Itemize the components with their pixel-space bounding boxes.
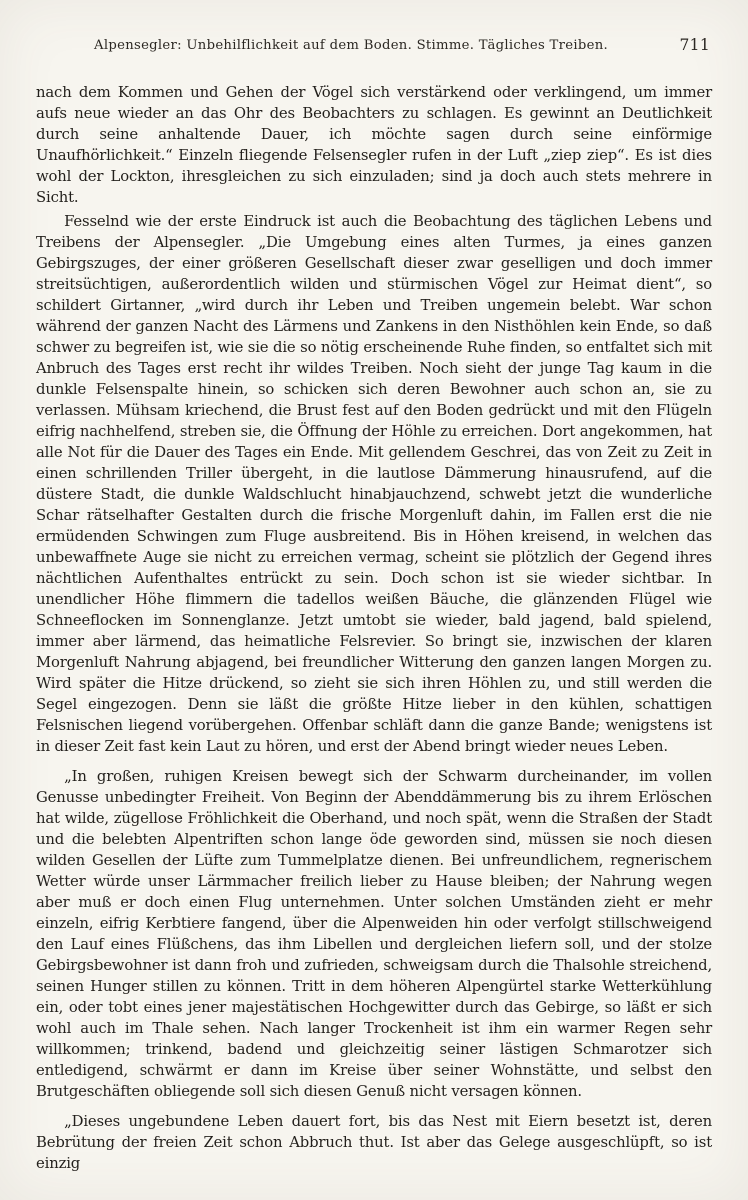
paragraph-evening-flight: „In großen, ruhigen Kreisen bewegt sich der Schwarm durcheinander, im vollen Genusse unbedingter Freiheit. Von Beginn der Abenddämmerung bis zu ihrem Erlöschen hat wilde, zügellose Fröhlichkeit die Oberhand, und noch spät, wenn die Straßen der Stadt und die belebten Alpentriften schon lange öde geworden sind, müssen sie noch diesen wilden Gesellen der Lüfte zum Tummelplatze dienen. Bei unfreundlichem, regnerischem Wetter würde unser Lärmmacher freilich lieber zu Hause bleiben; der Nahrung wegen aber muß er doch einen Flug unternehmen. Unter solchen Umständen zieht er mehr einzeln, eifrig Kerbtiere fangend, über die Alpenweiden hin oder verfolgt stillschweigend den Lauf eines Flüßchens, das ihm Libellen und dergleichen liefern soll, und der stolze Gebirgsbewohner ist dann froh und zufrieden, schweigsam durch die Thalsohle streichend, seinen Hunger stillen zu können. Tritt in dem höheren Alpengürtel starke Wetterkühlung ein, oder tobt eines jener majestätischen Hochgewitter durch das Gebirge, so läßt er sich wohl auch im Thale sehen. Nach langer Trockenheit ist ihm ein warmer Regen sehr willkommen; trinkend, badend und gleichzeitig seiner lästigen Schmarotzer sich entledigend, schwärmt er dann im Kreise über seiner Wohnstätte, und selbst den Brutgeschäften obliegende soll sich diesen Genuß nicht versagen können. (36, 768, 712, 1100)
running-header (36, 38, 712, 60)
running-header-title: Alpensegler: Unbehilflichkeit auf dem Boden. Stimme. Tägliches Treiben. (94, 38, 608, 53)
paragraph-nesting: „Dieses ungebundene Leben dauert fort, bis das Nest mit Eiern besetzt ist, deren Bebrütung der freien Zeit schon Abbruch thut. Ist aber das Gelege ausgeschlüpft, so ist einzig (36, 1113, 712, 1172)
paragraph-continuation: nach dem Kommen und Gehen der Vögel sich verstärkend oder verklingend, um immer aufs neue wieder an das Ohr des Beobachters zu schlagen. Es gewinnt an Deutlichkeit durch seine anhaltende Dauer, ich möchte sagen durch seine einförmige Unaufhörlichkeit.“ Einzeln fliegende Felsensegler rufen in der Luft „ziep ziep“. Es ist dies wohl der Lockton, ihresgleichen zu sich einzuladen; sind ja doch auch stets mehrere in Sicht. (36, 84, 712, 206)
page-body (36, 82, 712, 1174)
page-number: 711 (679, 36, 710, 54)
paragraph-daily-life: Fesselnd wie der erste Eindruck ist auch die Beobachtung des täglichen Lebens und Treibens der Alpensegler. „Die Umgebung eines alten Turmes, ja eines ganzen Gebirgszuges, der einer größeren Gesellschaft dieser zwar geselligen und doch immer streitsüchtigen, außerordentlich wilden und stürmischen Vögel zur Heimat dient“, so schildert Girtanner, „wird durch ihr Leben und Treiben ungemein belebt. War schon während der ganzen Nacht des Lärmens und Zankens in den Nisthöhlen kein Ende, so daß schwer zu begreifen ist, wie sie die so nötig erscheinende Ruhe finden, so entfaltet sich mit Anbruch des Tages erst recht ihr wildes Treiben. Noch sieht der junge Tag kaum in die dunkle Felsenspalte hinein, so schicken sich deren Bewohner auch schon an, sie zu verlassen. Mühsam kriechend, die Brust fest auf den Boden gedrückt und mit den Flügeln eifrig nachhelfend, streben sie, die Öffnung der Höhle zu erreichen. Dort angekommen, hat alle Not für die Dauer des Tages ein Ende. Mit gellendem Geschrei, das von Zeit zu Zeit in einen schrillenden Triller übergeht, in die lautlose Dämmerung hinausrufend, auf die düstere Stadt, die dunkle Waldschlucht hinabjauchzend, schwebt jetzt die wunderliche Schar rätselhafter Gestalten durch die frische Morgenluft dahin, im Fallen erst die nie ermüdenden Schwingen zum Fluge ausbreitend. Bis in Höhen kreisend, in welchen das unbewaffnete Auge sie nicht zu erreichen vermag, scheint sie plötzlich der Gegend ihres nächtlichen Aufenthaltes entrückt zu sein. Doch schon ist sie wieder sichtbar. In unendlicher Höhe flimmern die tadellos weißen Bäuche, die glänzenden Flügel wie Schneeflocken im Sonnenglanze. Jetzt umtobt sie wieder, bald jagend, bald spielend, immer aber lärmend, das heimatliche Felsrevier. So bringt sie, inzwischen der klaren Morgenluft Nahrung abjagend, bei freundlicher Witterung den ganzen langen Morgen zu. Wird später die Hitze drückend, so zieht sie sich ihren Höhlen zu, und still werden die Segel eingezogen. Denn sie läßt die größte Hitze lieber in den kühlen, schattigen Felsnischen liegend vorübergehen. Offenbar schläft dann die ganze Bande; wenigstens ist in dieser Zeit fast kein Laut zu hören, und erst der Abend bringt wieder neues Leben. (36, 213, 712, 755)
